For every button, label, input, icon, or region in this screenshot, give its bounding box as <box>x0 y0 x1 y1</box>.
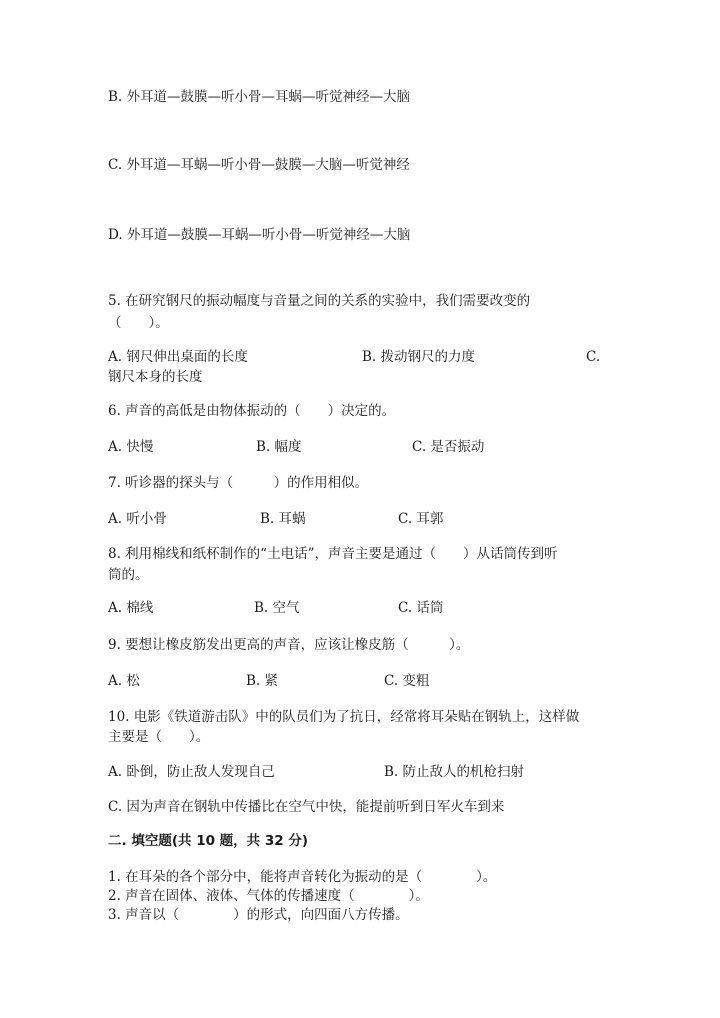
fill-blank-item-2: 2. 声音在固体、液体、气体的传播速度（ ）。 <box>108 888 429 904</box>
question-7-option-a: A. 听小骨 <box>108 511 167 527</box>
question-5-option-a: A. 钢尺伸出桌面的长度 <box>108 349 248 365</box>
question-9-option-a: A. 松 <box>108 673 140 689</box>
question-8-option-a: A. 棉线 <box>108 600 154 616</box>
question-10-option-c: C. 因为声音在钢轨中传播比在空气中快，能提前听到日军火车到来 <box>108 799 505 815</box>
question-6-option-b: B. 幅度 <box>256 439 302 455</box>
question-10-stem-line1: 10. 电影《铁道游击队》中的队员们为了抗日，经常将耳朵贴在钢轨上，这样做 <box>108 709 580 725</box>
question-8-stem-line2: 筒的。 <box>108 567 149 583</box>
question-7-option-b: B. 耳蜗 <box>260 511 306 527</box>
question-9-option-b: B. 紧 <box>246 673 279 689</box>
question-10-option-b: B. 防止敌人的机枪扫射 <box>384 764 525 780</box>
fill-blank-item-1: 1. 在耳朵的各个部分中，能将声音转化为振动的是（ ）。 <box>108 869 497 885</box>
question-10-stem-line2: 主要是（ ）。 <box>108 729 210 745</box>
section-2-heading: 二. 填空题(共 10 题，共 32 分) <box>108 833 309 849</box>
question-9-option-c: C. 变粗 <box>384 673 430 689</box>
question-10-option-a: A. 卧倒，防止敌人发现自己 <box>108 764 275 780</box>
option-c-prev: C. 外耳道—耳蜗—听小骨—鼓膜—大脑—听觉神经 <box>108 157 410 173</box>
question-8-option-b: B. 空气 <box>254 600 300 616</box>
question-5-stem-line2: （ ）。 <box>108 315 169 331</box>
question-7-option-c: C. 耳郭 <box>398 511 444 527</box>
question-6-option-c: C. 是否振动 <box>412 439 485 455</box>
question-8-option-c: C. 话筒 <box>398 600 444 616</box>
option-b-prev: B. 外耳道—鼓膜—听小骨—耳蜗—听觉神经—大脑 <box>108 89 411 105</box>
question-5-stem-line1: 5. 在研究钢尺的振动幅度与音量之间的关系的实验中，我们需要改变的 <box>108 293 531 309</box>
option-d-prev: D. 外耳道—鼓膜—耳蜗—听小骨—听觉神经—大脑 <box>108 227 411 243</box>
question-8-stem-line1: 8. 利用棉线和纸杯制作的“土电话”，声音主要是通过（ ）从话筒传到听 <box>108 546 558 562</box>
question-5-option-c-label: C. <box>586 349 601 365</box>
question-6-stem: 6. 声音的高低是由物体振动的（ ）决定的。 <box>108 403 396 419</box>
question-5-option-c-text: 钢尺本身的长度 <box>108 369 203 385</box>
question-9-stem: 9. 要想让橡皮筋发出更高的声音，应该让橡皮筋（ ）。 <box>108 637 470 653</box>
fill-blank-item-3: 3. 声音以（ ）的形式，向四面八方传播。 <box>108 907 409 923</box>
question-5-option-b: B. 拨动钢尺的力度 <box>362 349 476 365</box>
question-7-stem: 7. 听诊器的探头与（ ）的作用相似。 <box>108 475 369 491</box>
question-6-option-a: A. 快慢 <box>108 439 154 455</box>
